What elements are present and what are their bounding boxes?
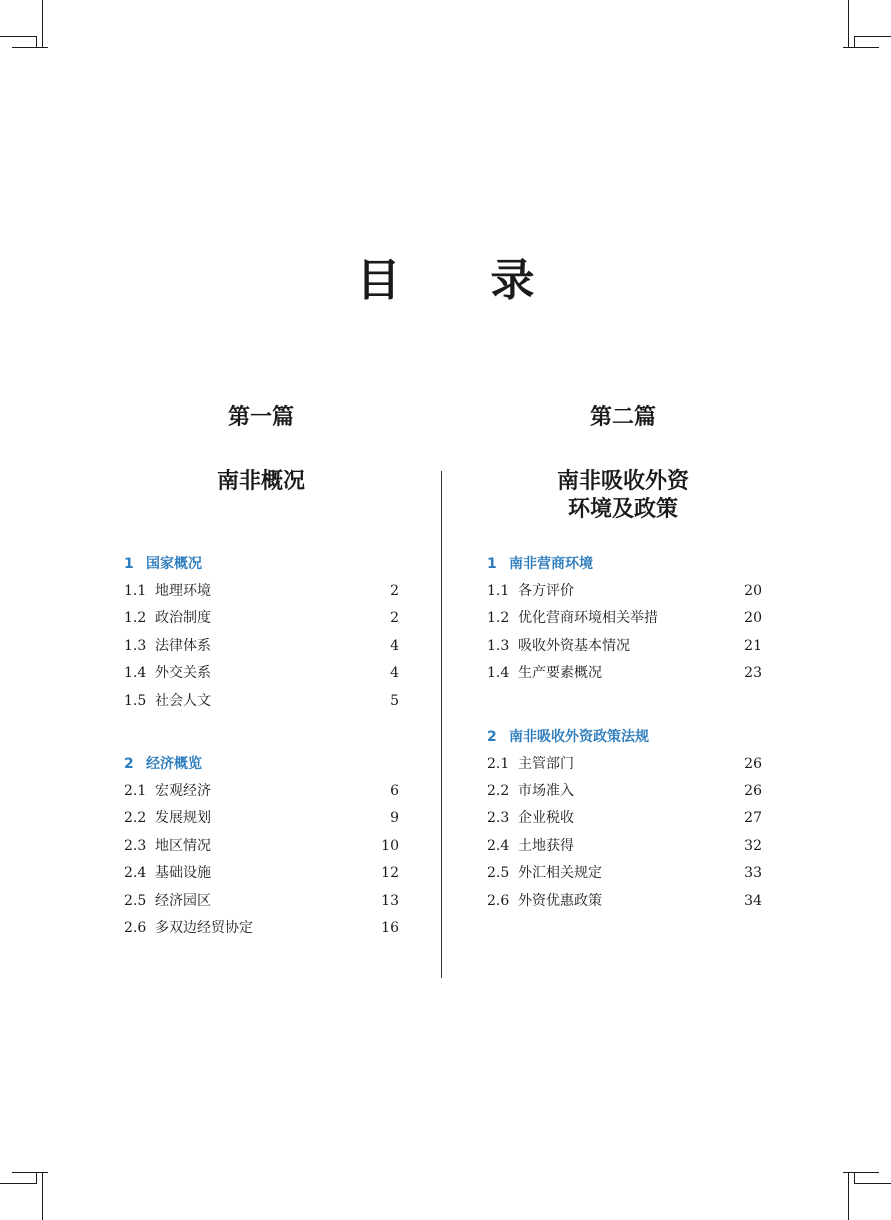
entry-number: 2.4 [124,865,147,882]
toc-entry[interactable] [487,578,762,605]
toc-entry[interactable] [124,860,399,887]
entry-number: 2.3 [487,810,510,827]
toc-entry[interactable] [487,633,762,660]
entry-number: 2.6 [487,892,510,909]
entry-number: 2.1 [124,782,147,799]
entry-number: 1.5 [124,692,147,709]
entry-page: 9 [390,810,399,827]
toc-entry[interactable] [124,833,399,860]
entry-number: 2.5 [487,865,510,882]
toc-entry[interactable] [124,688,399,715]
entry-number: 2.2 [487,782,510,799]
entry-number: 1.3 [124,637,147,654]
entry-label: 生产要素概况 [518,665,602,682]
toc-entry[interactable] [487,860,762,887]
entry-page: 34 [744,892,762,909]
right-part-title [493,467,753,523]
entry-page: 13 [381,892,399,909]
right-part-title-line-2: 环境及政策 [567,496,678,522]
entry-label: 外汇相关规定 [518,865,602,882]
toc-entry[interactable] [487,805,762,832]
section-title: 国家概况 [146,556,202,572]
toc-entry[interactable] [124,578,399,605]
entry-number: 1.1 [124,583,147,599]
entry-number: 2.2 [124,810,147,827]
entry-page: 27 [744,810,762,827]
entry-label: 宏观经济 [155,782,211,799]
entry-label: 吸收外资基本情况 [518,637,630,654]
section-title: 南非营商环境 [509,556,593,572]
entry-label: 外资优惠政策 [518,892,602,909]
entry-page: 5 [390,692,399,709]
entry-page: 16 [381,919,399,936]
entry-page: 12 [381,865,399,882]
toc-entry[interactable] [124,915,399,942]
section-title: 经济概览 [146,755,202,772]
entry-label: 经济园区 [155,892,211,909]
entry-page: 21 [744,637,762,654]
toc-entry[interactable] [487,660,762,687]
page-title-char-1: 目 [356,255,401,306]
entry-number: 2.4 [487,837,510,854]
entry-page: 4 [390,637,399,654]
toc-entry[interactable] [124,778,399,805]
left-toc-column [124,551,399,942]
section-number: 2 [487,728,497,745]
entry-page: 10 [381,837,399,854]
entry-label: 地理环境 [155,583,211,599]
toc-entry[interactable] [124,633,399,660]
entry-page: 20 [744,583,762,599]
entry-label: 企业税收 [518,810,574,827]
entry-label: 多双边经贸协定 [155,919,253,936]
entry-page: 6 [390,782,399,799]
entry-number: 1.4 [124,665,147,682]
toc-entry[interactable] [487,833,762,860]
entry-page: 33 [744,865,762,882]
entry-label: 优化营商环境相关举措 [518,610,658,627]
entry-number: 2.1 [487,755,510,772]
toc-section-heading[interactable] [124,751,399,778]
entry-label: 发展规划 [155,810,211,827]
right-part-title-line-1: 南非吸收外资 [556,468,689,494]
toc-entry[interactable] [487,778,762,805]
toc-section-heading[interactable] [487,551,762,578]
entry-page: 20 [744,610,762,627]
entry-label: 社会人文 [155,692,211,709]
entry-page: 26 [744,755,762,772]
entry-page: 26 [744,782,762,799]
entry-number: 1.4 [487,665,510,682]
entry-page: 2 [390,583,399,599]
entry-page: 23 [744,665,762,682]
section-number: 1 [124,556,134,572]
entry-number: 2.5 [124,892,147,909]
section-title: 南非吸收外资政策法规 [509,728,649,745]
toc-entry[interactable] [124,805,399,832]
left-part-title [131,467,391,495]
entry-number: 1.1 [487,583,510,599]
entry-label: 土地获得 [518,837,574,854]
toc-entry[interactable] [487,605,762,632]
entry-label: 主管部门 [518,755,574,772]
column-divider [441,471,442,978]
left-part-title-line: 南非概况 [216,468,305,494]
toc-entry[interactable] [487,888,762,915]
entry-page: 32 [744,837,762,854]
entry-label: 法律体系 [155,637,211,654]
entry-label: 基础设施 [155,865,211,882]
page-title-char-2: 录 [490,255,535,306]
left-part-label: 第一篇 [227,404,294,430]
section-number: 2 [124,755,134,772]
page-title [0,244,891,308]
entry-number: 1.3 [487,637,510,654]
toc-entry[interactable] [124,660,399,687]
entry-number: 2.6 [124,919,147,936]
right-toc-column [487,551,762,915]
toc-section-heading[interactable] [487,724,762,751]
right-part-label: 第二篇 [589,404,656,430]
section-number: 1 [487,556,497,572]
entry-number: 1.2 [124,610,147,627]
toc-entry[interactable] [124,605,399,632]
toc-section-heading[interactable] [124,551,399,578]
entry-label: 政治制度 [155,610,211,627]
entry-label: 市场准入 [518,782,574,799]
entry-label: 各方评价 [518,583,574,599]
entry-label: 外交关系 [155,665,211,682]
entry-number: 2.3 [124,837,147,854]
entry-page: 2 [390,610,399,627]
entry-label: 地区情况 [155,837,211,854]
toc-entry[interactable] [487,751,762,778]
entry-number: 1.2 [487,610,510,627]
entry-page: 4 [390,665,399,682]
toc-entry[interactable] [124,888,399,915]
